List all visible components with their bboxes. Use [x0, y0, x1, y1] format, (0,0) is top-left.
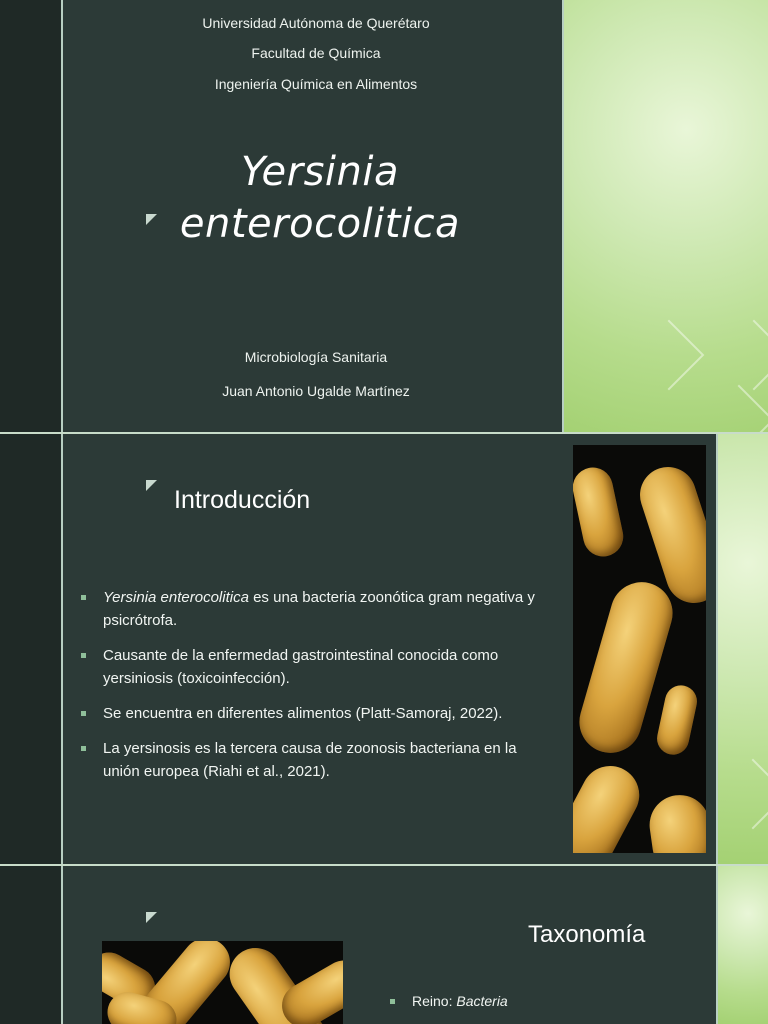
- corner-triangle-icon: [146, 480, 157, 491]
- list-item: [81, 586, 541, 632]
- species-name: Yersinia enterocolitica: [103, 589, 249, 606]
- chevron-decor-icon: [634, 320, 705, 391]
- university-name: Universidad Autónoma de Querétaro: [202, 15, 430, 31]
- title-line-2: enterocolitica: [179, 201, 461, 247]
- intro-slide: [0, 434, 768, 864]
- square-bullet-icon: [81, 711, 86, 716]
- list-item: [81, 737, 541, 783]
- chevron-decor-icon: [704, 385, 768, 432]
- intro-bullet-list: [81, 586, 541, 795]
- taxonomy-bullet-list: [390, 990, 690, 1024]
- square-bullet-icon: [81, 746, 86, 751]
- green-decor-strip: [564, 0, 768, 432]
- list-item: [390, 990, 690, 1013]
- bullet-text: La yersinosis es la tercera causa de zoonosis bacteriana en la unión europea (Riahi et al., 2021).: [103, 740, 517, 780]
- bacterium: [573, 464, 627, 560]
- left-divider: [61, 866, 63, 1024]
- bacteria-micrograph: [102, 941, 343, 1024]
- section-heading: Introducción: [174, 486, 311, 514]
- left-band: [0, 434, 61, 864]
- title-slide: [0, 0, 768, 432]
- bullet-text: es una bacteria zoonótica gram negativa y psicrótrofa.: [103, 589, 535, 629]
- title-line-1: Yersinia: [240, 149, 400, 195]
- presentation-title: [150, 146, 490, 250]
- left-divider: [61, 434, 63, 864]
- taxonomy-slide: [0, 866, 768, 1024]
- square-bullet-icon: [81, 595, 86, 600]
- list-item: [81, 702, 541, 725]
- course-name: Microbiología Sanitaria: [244, 349, 388, 365]
- taxon-value: Bacteria: [456, 993, 508, 1009]
- left-divider: [61, 0, 63, 432]
- bullet-text: Causante de la enfermedad gastrointestinal conocida como yersiniosis (toxicoinfección).: [103, 647, 499, 687]
- chevron-decor-icon: [719, 320, 768, 391]
- list-item: [81, 644, 541, 690]
- square-bullet-icon: [390, 999, 395, 1004]
- taxon-rank: Reino:: [412, 993, 457, 1009]
- green-decor-strip: [718, 866, 768, 1024]
- bacterium: [646, 791, 706, 853]
- left-band: [0, 866, 61, 1024]
- program-name: Ingeniería Química en Alimentos: [214, 76, 418, 92]
- bacterium: [654, 682, 700, 757]
- bullet-text: Se encuentra en diferentes alimentos (Platt-Samoraj, 2022).: [103, 705, 503, 722]
- left-band: [0, 0, 61, 432]
- faculty-name: Facultad de Química: [251, 45, 381, 61]
- bacteria-micrograph: [573, 445, 706, 853]
- section-heading: Taxonomía: [528, 921, 646, 948]
- author-name: Juan Antonio Ugalde Martínez: [222, 383, 410, 399]
- corner-triangle-icon: [146, 912, 157, 923]
- square-bullet-icon: [81, 653, 86, 658]
- green-decor-strip: [718, 434, 768, 864]
- bacterium: [573, 756, 649, 853]
- chevron-decor-icon: [718, 759, 768, 830]
